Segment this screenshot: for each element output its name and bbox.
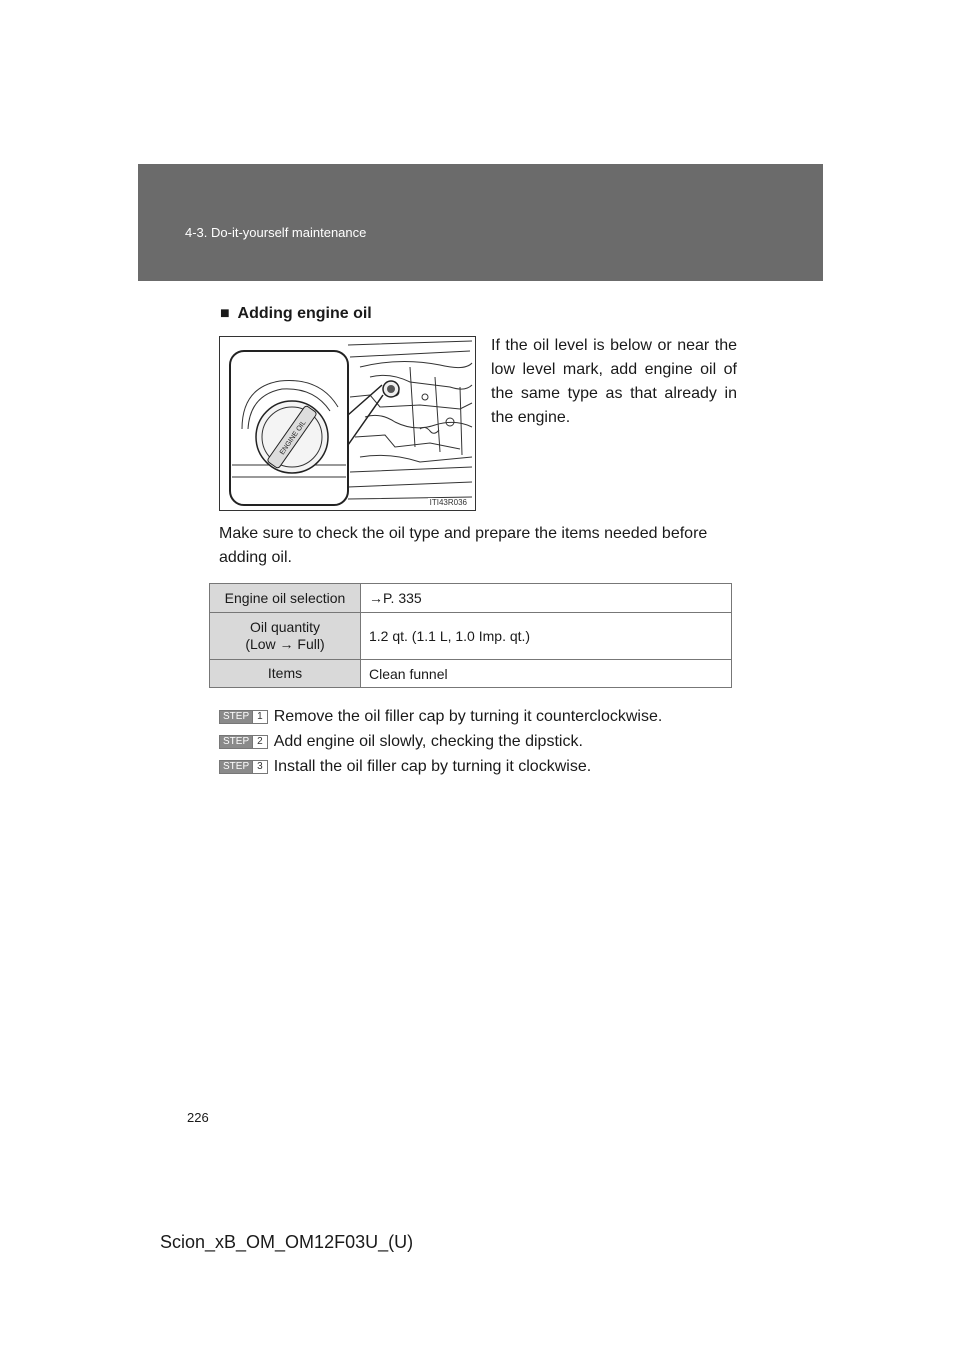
row-value: →P. 335 xyxy=(361,584,732,613)
step-list xyxy=(219,704,662,779)
intro-text: If the oil level is below or near the low level mark, add engine oil of the same type as that already in the engine. xyxy=(491,337,737,426)
step-word: STEP xyxy=(220,761,252,773)
step-item xyxy=(219,704,662,729)
step-badge xyxy=(219,760,268,774)
document-id: Scion_xB_OM_OM12F03U_(U) xyxy=(160,1232,414,1252)
table-row xyxy=(210,613,732,660)
step-number: 3 xyxy=(252,761,267,773)
table-row xyxy=(210,584,732,613)
engine-illustration-svg xyxy=(220,337,475,510)
step-text: Add engine oil slowly, checking the dipstick. xyxy=(273,732,583,750)
section-label: 4-3. Do-it-yourself maintenance xyxy=(185,225,367,240)
step-item xyxy=(219,729,662,754)
step-text: Remove the oil filler cap by turning it counterclockwise. xyxy=(273,707,663,725)
step-number: 2 xyxy=(252,736,267,748)
row-key-line: (Low → Full) xyxy=(245,636,325,652)
step-badge xyxy=(219,735,268,749)
heading-title: Adding engine oil xyxy=(237,305,372,322)
engine-oil-cap-illustration xyxy=(219,336,476,511)
figure-code: ITI43R036 xyxy=(429,498,467,507)
step-word: STEP xyxy=(220,711,252,723)
row-key xyxy=(210,613,361,660)
step-word: STEP xyxy=(220,736,252,748)
step-number: 1 xyxy=(252,711,267,723)
table-row xyxy=(210,660,732,688)
row-value: Clean funnel xyxy=(361,660,732,688)
step-text: Install the oil filler cap by turning it clockwise. xyxy=(273,757,592,775)
heading-bullet: ■ xyxy=(220,305,230,322)
row-key: Items xyxy=(210,660,361,688)
row-value: 1.2 qt. (1.1 L, 1.0 Imp. qt.) xyxy=(361,613,732,660)
row-key: Engine oil selection xyxy=(210,584,361,613)
step-badge xyxy=(219,710,268,724)
spec-table xyxy=(209,583,732,688)
step-item xyxy=(219,754,662,779)
preparation-paragraph: Make sure to check the oil type and prepare the items needed before adding oil. xyxy=(219,525,708,566)
cap-label: ENGINE OIL xyxy=(278,419,308,457)
section-heading xyxy=(220,305,372,323)
page-number: 226 xyxy=(187,1110,209,1125)
row-key-line: Oil quantity xyxy=(249,619,321,635)
header-band xyxy=(138,164,823,281)
